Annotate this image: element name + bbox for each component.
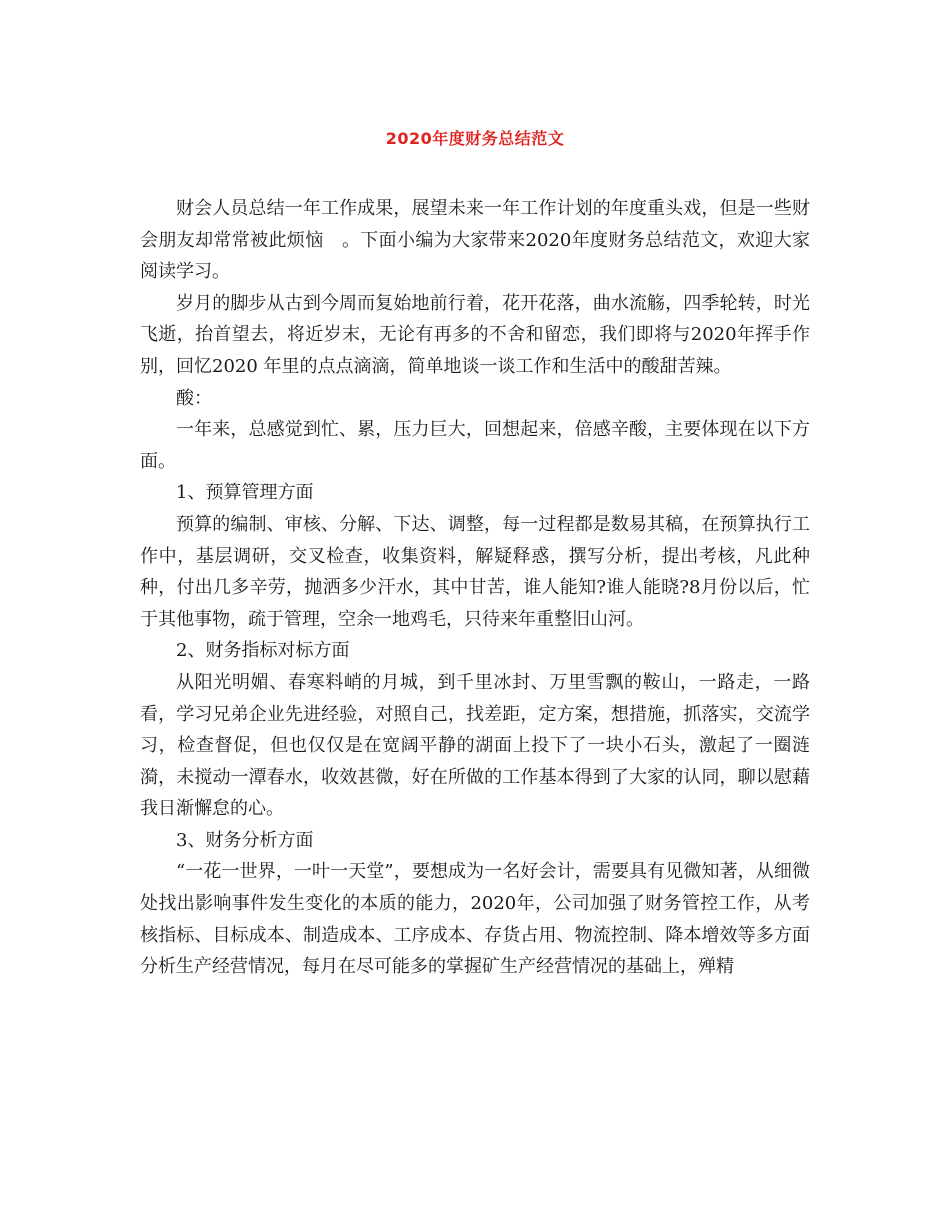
document-body xyxy=(140,193,810,983)
section-heading-sour: 酸： xyxy=(176,387,212,409)
document-title: 2020年度财务总结范文 xyxy=(385,129,565,148)
paragraph-intro: 财会人员总结一年工作成果，展望未来一年工作计划的年度重头戏，但是一些财会朋友却常常被此烦恼 。下面小编为大家带来2020年度财务总结范文，欢迎大家阅读学习。 xyxy=(140,198,810,283)
paragraph-budget: 预算的编制、审核、分解、下达、调整，每一过程都是数易其稿，在预算执行工作中，基层调研，交叉检查，收集资料，解疑释惑，撰写分析，提出考核，凡此种种，付出几多辛劳，抛洒多少汗水，其中甘苦，谁人能知?谁人能晓?8月份以后，忙于其他事物，疏于管理，空余一地鸡毛，只待来年重整旧山河。 xyxy=(140,513,810,630)
paragraph-year-review: 岁月的脚步从古到今周而复始地前行着，花开花落，曲水流觞，四季轮转，时光飞逝，抬首望去，将近岁末，无论有再多的不舍和留恋，我们即将与2020年挥手作别，回忆2020 年里的点点滴滴，简单地谈一谈工作和生活中的酸甜苦辣。 xyxy=(140,292,810,377)
subheading-budget: 1、预算管理方面 xyxy=(176,482,314,504)
paragraph-benchmark: 从阳光明媚、春寒料峭的月城，到千里冰封、万里雪飘的鞍山，一路走，一路看，学习兄弟企业先进经验，对照自己，找差距，定方案，想措施，抓落实，交流学习，检查督促，但也仅仅是在宽阔平静的湖面上投下了一块小石头，激起了一圈涟漪，未搅动一潭春水，收效甚微，好在所做的工作基本得到了大家的认同，聊以慰藉我日渐懈怠的心。 xyxy=(140,671,810,820)
subheading-benchmark: 2、财务指标对标方面 xyxy=(176,640,350,662)
paragraph-analysis: “一花一世界，一叶一天堂”，要想成为一名好会计，需要具有见微知著，从细微处找出影响事件发生变化的本质的能力，2020年，公司加强了财务管控工作，从考核指标、目标成本、制造成本、工序成本、存货占用、物流控制、降本增效等多方面分析生产经营情况，每月在尽可能多的掌握矿生产经营情况的基础上，殚精 xyxy=(140,861,810,978)
subheading-analysis: 3、财务分析方面 xyxy=(176,829,314,851)
paragraph-sour-summary: 一年来，总感觉到忙、累，压力巨大，回想起来，倍感辛酸，主要体现在以下方面。 xyxy=(140,419,810,472)
